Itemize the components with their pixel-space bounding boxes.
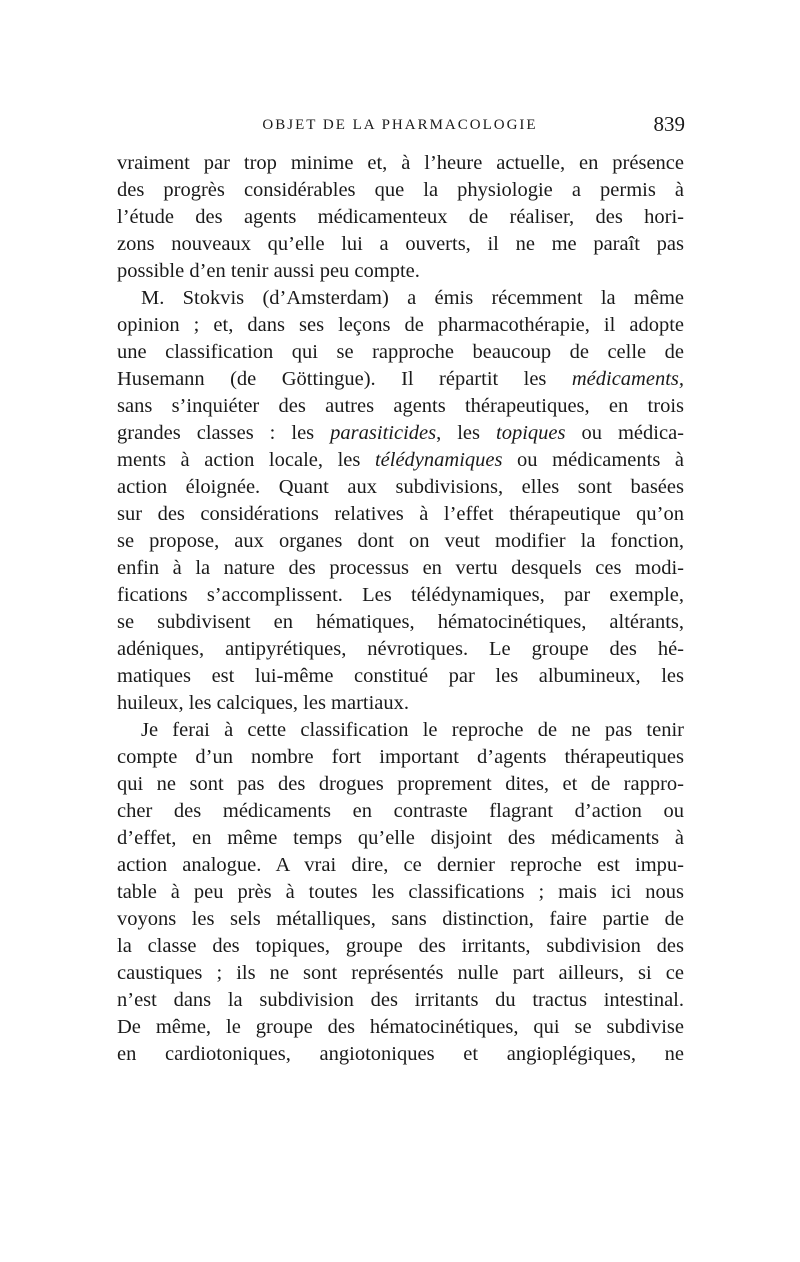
text-segment: Husemann (de Göttingue). Il répartit les [117,368,572,390]
text-line [117,312,684,339]
text-segment: compte d’un nombre fort important d’agents thérapeutiques [117,746,684,768]
text-line [117,798,684,825]
italic-term: médicaments, [571,368,684,390]
text-line [117,960,684,987]
text-line [117,906,684,933]
text-line [117,285,684,312]
text-segment: action éloignée. Quant aux subdivisions, elles sont basées [117,476,684,498]
text-line [117,339,684,366]
text-line [117,231,684,258]
text-line [117,825,684,852]
text-segment: Je ferai à cette classification le reproche de ne pas tenir [141,719,684,741]
text-line [117,420,684,447]
text-segment: De même, le groupe des hématocinétiques, qui se subdivise [117,1016,684,1038]
text-segment: zons nouveaux qu’elle lui a ouverts, il ne me paraît pas [117,233,684,255]
text-line [117,393,684,420]
text-segment: enfin à la nature des processus en vertu desquels ces modi- [117,557,684,579]
text-line [117,204,684,231]
text-line [117,555,684,582]
italic-term: télédynamiques [374,449,503,471]
text-line [117,177,684,204]
text-segment: matiques est lui-même constitué par les albumineux, les [117,665,684,687]
page-number: 839 [653,112,685,136]
text-segment: , les [436,422,496,444]
text-segment: huileux, les calciques, les martiaux. [117,692,410,714]
text-segment: n’est dans la subdivision des irritants du tractus intestinal. [117,989,684,1011]
body-text [117,150,684,1068]
text-line [117,987,684,1014]
text-segment: vraiment par trop minime et, à l’heure actuelle, en présence [117,152,684,174]
text-segment: sans s’inquiéter des autres agents thérapeutiques, en trois [117,395,684,417]
text-line [117,852,684,879]
text-segment: une classification qui se rapproche beaucoup de celle de [117,341,684,363]
text-line [117,528,684,555]
italic-term: parasiticides [330,422,437,444]
text-line [117,366,684,393]
running-head [115,113,685,143]
text-line [117,447,684,474]
text-line [117,690,684,717]
text-line [117,879,684,906]
text-segment: opinion ; et, dans ses leçons de pharmacothérapie, il adopte [117,314,684,336]
text-line [117,636,684,663]
text-line [117,1041,684,1068]
text-line [117,771,684,798]
italic-term: topiques [496,422,566,444]
text-segment: d’effet, en même temps qu’elle disjoint des médicaments à [117,827,684,849]
text-segment: fications s’accomplissent. Les télédynamiques, par exemple, [117,584,684,606]
text-segment: adéniques, antipyrétiques, névrotiques. Le groupe des hé- [117,638,684,660]
text-line [117,609,684,636]
text-line [117,717,684,744]
text-segment: l’étude des agents médicamenteux de réaliser, des hori- [117,206,684,228]
text-segment: sur des considérations relatives à l’effet thérapeutique qu’on [117,503,684,525]
text-segment: la classe des topiques, groupe des irritants, subdivision des [117,935,684,957]
text-segment: voyons les sels métalliques, sans distinction, faire partie de [117,908,684,930]
text-segment: M. Stokvis (d’Amsterdam) a émis récemment la même [141,287,684,309]
text-segment: caustiques ; ils ne sont représentés nulle part ailleurs, si ce [117,962,684,984]
text-segment: action analogue. A vrai dire, ce dernier reproche est impu- [117,854,684,876]
text-segment: ments à action locale, les [117,449,375,471]
text-line [117,258,684,285]
text-segment: cher des médicaments en contraste flagrant d’action ou [117,800,684,822]
running-title: OBJET DE LA PHARMACOLOGIE [262,117,538,133]
text-line [117,150,684,177]
text-segment: se subdivisent en hématiques, hématocinétiques, altérants, [117,611,684,633]
text-line [117,663,684,690]
text-segment: qui ne sont pas des drogues proprement dites, et de rappro- [117,773,684,795]
text-line [117,501,684,528]
text-line [117,744,684,771]
text-segment: des progrès considérables que la physiologie a permis à [117,179,684,201]
text-segment: possible d’en tenir aussi peu compte. [117,260,420,282]
text-line [117,474,684,501]
text-segment: en cardiotoniques, angiotoniques et angioplégiques, ne [117,1043,684,1065]
text-line [117,582,684,609]
text-segment: ou médica- [565,422,684,444]
text-segment: ou médicaments à [502,449,684,471]
text-line [117,1014,684,1041]
text-segment: grandes classes : les [117,422,331,444]
text-segment: table à peu près à toutes les classifications ; mais ici nous [117,881,684,903]
text-line [117,933,684,960]
text-segment: se propose, aux organes dont on veut modifier la fonction, [117,530,684,552]
